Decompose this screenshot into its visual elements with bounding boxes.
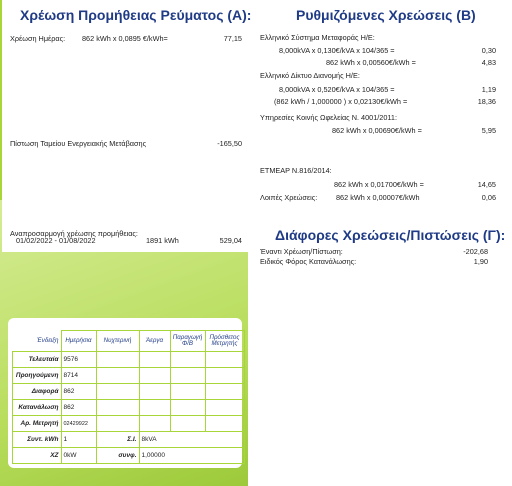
daily-charge-label: Χρέωση Ημέρας:	[10, 34, 66, 43]
cell-reactive	[139, 416, 170, 432]
coef-value: 1	[61, 432, 96, 448]
header-pv-production: Παραγωγή Φ/Β	[170, 331, 205, 352]
etmear-calc: 862 kWh x 0,01700€/kWh =	[334, 180, 424, 189]
row-label: Κατανάλωση	[13, 400, 62, 416]
cell-night	[96, 416, 139, 432]
daily-charge-calc: 862 kWh x 0,0895 €/kWh=	[82, 34, 168, 43]
other-charges-value: 0,06	[481, 193, 496, 202]
header-night: Νυχτερινή	[96, 331, 139, 352]
transmission-row1-calc: 8,000kVA x 0,130€/kVA x 104/365 =	[279, 46, 395, 55]
header-reactive: Άεργα	[139, 331, 170, 352]
cell-day: 8714	[61, 368, 96, 384]
public-service-value: 5,95	[481, 126, 496, 135]
table-header-row	[13, 331, 245, 352]
consumption-tax-label: Ειδικός Φόρος Κατανάλωσης:	[260, 257, 357, 266]
transmission-row1-value: 0,30	[481, 46, 496, 55]
table-row	[13, 368, 245, 384]
cell-night	[96, 368, 139, 384]
table-row	[13, 416, 245, 432]
cell-extra	[205, 384, 244, 400]
distribution-row2-calc: (862 kWh / 1,000000 ) x 0,02130€/kWh =	[274, 97, 408, 106]
cell-extra	[205, 352, 244, 368]
consumption-tax-value: 1,90	[473, 257, 488, 266]
cell-extra	[205, 400, 244, 416]
distribution-row1-value: 1,19	[481, 85, 496, 94]
cell-day: 02429922	[61, 416, 96, 432]
fund-credit-label: Πίστωση Ταμείου Ενεργειακής Μετάβασης	[10, 139, 147, 148]
readjust-label: Αναπροσαρμογή χρέωσης προμήθειας:	[10, 229, 138, 238]
offset-value: -202,68	[463, 247, 488, 256]
row-label: Αρ. Μετρητή	[13, 416, 62, 432]
cell-extra	[205, 368, 244, 384]
cell-day: 862	[61, 400, 96, 416]
cell-pv	[170, 384, 205, 400]
cell-reactive	[139, 352, 170, 368]
table-row	[13, 400, 245, 416]
header-day: Ημερήσια	[61, 331, 96, 352]
header-reading: Ένδειξη	[13, 331, 62, 352]
cell-reactive	[139, 400, 170, 416]
row-label: Διαφορά	[13, 384, 62, 400]
offset-label: Έναντι Χρέωση/Πίστωση:	[260, 247, 343, 256]
other-charges-label: Λοιπές Χρεώσεις:	[260, 193, 318, 202]
daily-charge-value: 77,15	[223, 34, 242, 43]
meter-readings-table	[12, 330, 245, 464]
table-row	[13, 352, 245, 368]
public-service-label: Υπηρεσίες Κοινής Ωφελείας Ν. 4001/2011:	[260, 113, 398, 122]
cell-day: 9576	[61, 352, 96, 368]
cell-night	[96, 400, 139, 416]
si-value: 8kVA	[139, 432, 244, 448]
table-row	[13, 448, 245, 464]
table-row	[13, 432, 245, 448]
readjust-kwh: 1891 kWh	[146, 236, 179, 245]
distribution-row2-value: 18,36	[477, 97, 496, 106]
other-charges-calc: 862 kWh x 0,00007€/kWh	[336, 193, 420, 202]
public-service-calc: 862 kWh x 0,00690€/kWh =	[332, 126, 422, 135]
cell-reactive	[139, 384, 170, 400]
transmission-row2-value: 4,83	[481, 58, 496, 67]
row-label: Προηγούμενη	[13, 368, 62, 384]
cell-pv	[170, 400, 205, 416]
pf-label: συνφ.	[96, 448, 139, 464]
cell-pv	[170, 352, 205, 368]
si-label: Σ.Ι.	[96, 432, 139, 448]
etmear-value: 14,65	[477, 180, 496, 189]
xz-value: 0kW	[61, 448, 96, 464]
coef-label: Συντ. kWh	[13, 432, 62, 448]
readjust-period: 01/02/2022 - 01/08/2022	[16, 236, 96, 245]
transmission-row2-calc: 862 kWh x 0,00560€/kWh =	[326, 58, 416, 67]
fund-credit-value: -165,50	[217, 139, 242, 148]
cell-night	[96, 384, 139, 400]
pf-value: 1,00000	[139, 448, 244, 464]
section-b-title: Ρυθμιζόμενες Χρεώσεις (Β)	[296, 7, 476, 23]
row-label: Τελευταία	[13, 352, 62, 368]
distribution-row1-calc: 8,000kVA x 0,520€/kVA x 104/365 =	[279, 85, 395, 94]
cell-extra	[205, 416, 244, 432]
etmear-label: ΕΤΜΕΑΡ Ν.816/2014:	[260, 166, 332, 175]
cell-pv	[170, 368, 205, 384]
header-extra-meter: Πρόσθετος Μετρητής	[205, 331, 244, 352]
xz-label: ΧΖ	[13, 448, 62, 464]
section-c-title: Διάφορες Χρεώσεις/Πιστώσεις (Γ):	[275, 227, 506, 243]
section-a-title: Χρέωση Προμήθειας Ρεύματος (Α):	[20, 7, 252, 23]
transmission-label: Ελληνικό Σύστημα Μεταφοράς Η/Ε:	[260, 33, 375, 42]
cell-pv	[170, 416, 205, 432]
cell-reactive	[139, 368, 170, 384]
readjust-value: 529,04	[219, 236, 242, 245]
distribution-label: Ελληνικό Δίκτυο Διανομής Η/Ε:	[260, 71, 360, 80]
cell-night	[96, 352, 139, 368]
cell-day: 862	[61, 384, 96, 400]
table-row	[13, 384, 245, 400]
